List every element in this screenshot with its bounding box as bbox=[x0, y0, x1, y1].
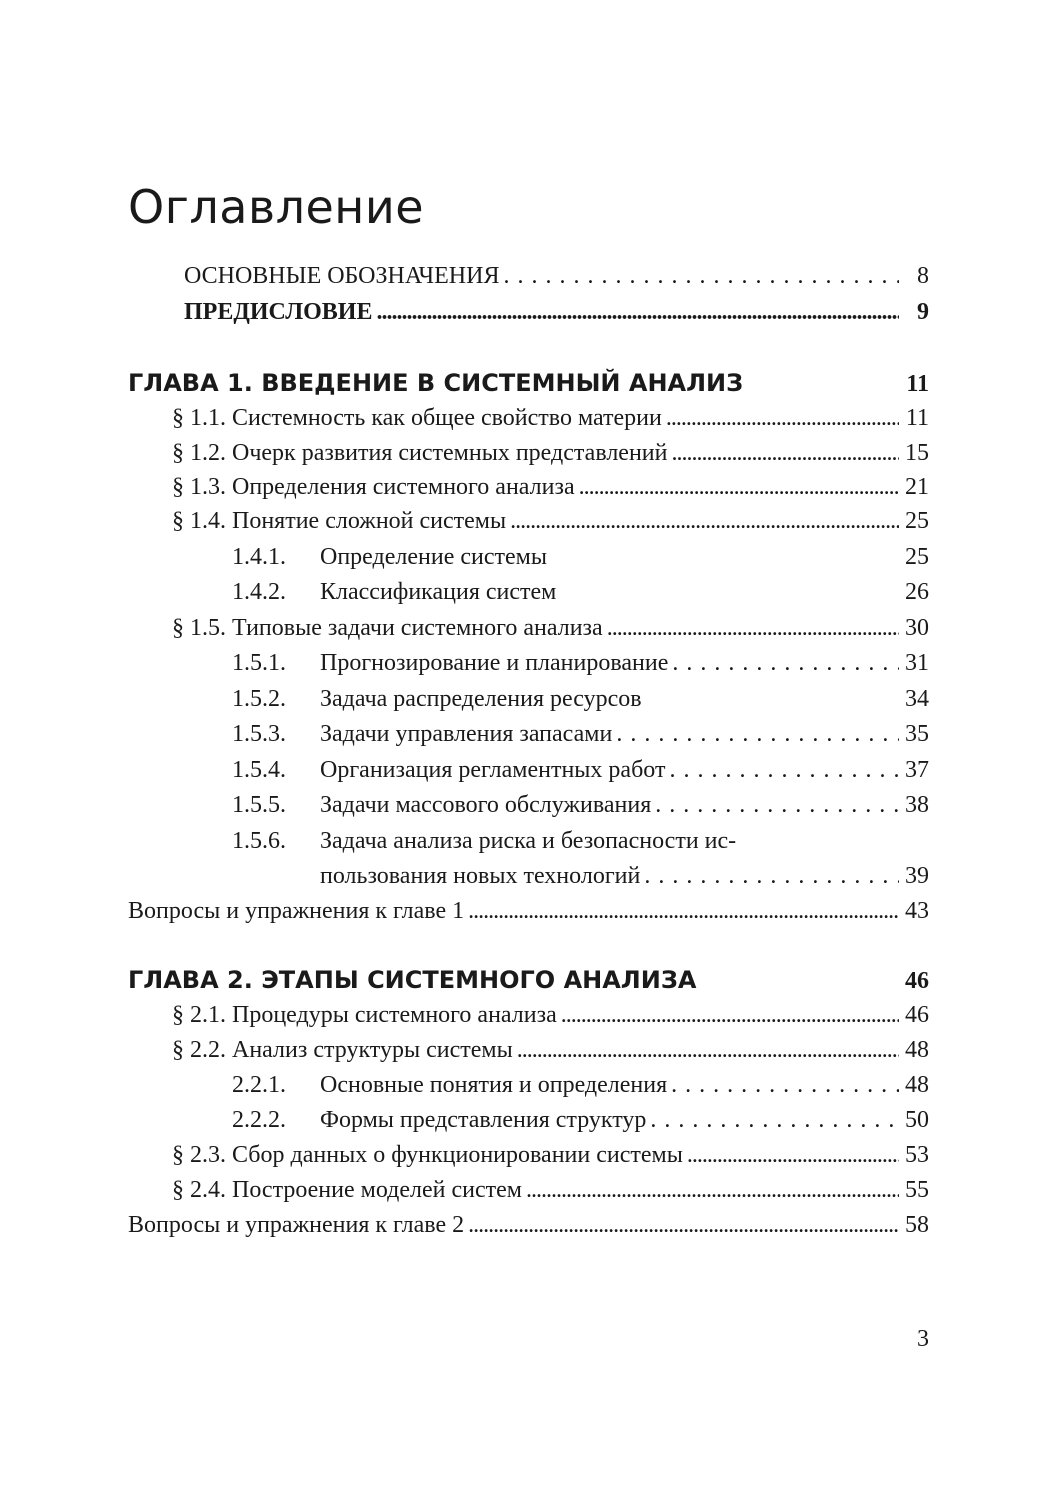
toc-subsection-2-2-1[interactable] bbox=[232, 1068, 929, 1102]
toc-section-1-1[interactable] bbox=[172, 401, 929, 435]
toc-subsection-1-5-5[interactable] bbox=[232, 788, 929, 822]
subsection-text: Задача распределения ресурсов bbox=[320, 686, 642, 712]
section-text: Процедуры системного анализа bbox=[232, 1002, 557, 1028]
toc-section-2-2[interactable] bbox=[172, 1033, 929, 1067]
subsection-number: 1.5.6. bbox=[232, 828, 286, 854]
subsection-page: 31 bbox=[905, 650, 929, 676]
section-text: Сбор данных о функционировании системы bbox=[232, 1142, 683, 1168]
section-page: 48 bbox=[905, 1037, 929, 1063]
subsection-text: Прогнозирование и планирование bbox=[320, 650, 669, 676]
section-text: Определения системного анализа bbox=[232, 474, 575, 500]
subsection-number: 1.5.4. bbox=[232, 757, 286, 783]
section-text: Очерк развития системных представлений bbox=[232, 440, 668, 466]
section-page: 21 bbox=[905, 474, 929, 500]
subsection-page: 34 bbox=[905, 686, 929, 712]
subsection-text: Классификация систем bbox=[320, 579, 557, 605]
questions-text: Вопросы и упражнения к главе 1 bbox=[128, 898, 465, 924]
section-page: 15 bbox=[905, 440, 929, 466]
leader-dots bbox=[687, 1138, 899, 1172]
leader-dots bbox=[616, 717, 899, 751]
leader-dots bbox=[503, 259, 899, 293]
subsection-number: 1.5.2. bbox=[232, 686, 286, 712]
toc-subsection-1-5-6-line2[interactable] bbox=[320, 859, 929, 893]
subsection-page: 26 bbox=[905, 579, 929, 605]
section-page: 55 bbox=[905, 1177, 929, 1203]
toc-entry-preface[interactable] bbox=[184, 295, 929, 329]
toc-section-1-3[interactable] bbox=[172, 470, 929, 504]
section-page: 46 bbox=[905, 1002, 929, 1028]
subsection-page: 37 bbox=[905, 757, 929, 783]
questions-page: 43 bbox=[905, 898, 929, 924]
toc-chapter-2[interactable] bbox=[128, 963, 929, 997]
toc-questions-1[interactable] bbox=[128, 894, 929, 928]
subsection-page: 39 bbox=[905, 863, 929, 889]
subsection-number: 1.5.5. bbox=[232, 792, 286, 818]
entry-page: 8 bbox=[917, 263, 929, 289]
toc-chapter-1[interactable] bbox=[128, 366, 929, 400]
section-number: § 2.4. bbox=[172, 1177, 226, 1203]
section-number: § 2.2. bbox=[172, 1037, 226, 1063]
chapter-page: 46 bbox=[905, 968, 929, 994]
toc-entry-notation[interactable] bbox=[184, 259, 929, 293]
toc-section-1-5[interactable] bbox=[172, 611, 929, 645]
subsection-number: 1.5.3. bbox=[232, 721, 286, 747]
section-text: Понятие сложной системы bbox=[232, 508, 507, 534]
leader-dots bbox=[672, 646, 899, 680]
leader-dots bbox=[671, 1068, 899, 1102]
leader-dots bbox=[376, 295, 899, 329]
section-text: Типовые задачи системного анализа bbox=[232, 615, 603, 641]
subsection-text: Определение системы bbox=[320, 544, 547, 570]
section-page: 25 bbox=[905, 508, 929, 534]
toc-questions-2[interactable] bbox=[128, 1208, 929, 1242]
section-number: § 2.1. bbox=[172, 1002, 226, 1028]
subsection-text: Основные понятия и определения bbox=[320, 1072, 668, 1098]
leader-dots bbox=[669, 753, 899, 787]
section-number: § 1.5. bbox=[172, 615, 226, 641]
subsection-text: Формы представления структур bbox=[320, 1107, 647, 1133]
toc-subsection-1-5-4[interactable] bbox=[232, 753, 929, 787]
toc-subsection-1-5-3[interactable] bbox=[232, 717, 929, 751]
subsection-text: Задача анализа риска и безопасности ис- bbox=[320, 828, 737, 854]
subsection-page: 48 bbox=[905, 1072, 929, 1098]
leader-dots bbox=[672, 436, 900, 470]
subsection-text: Задачи управления запасами bbox=[320, 721, 613, 747]
toc-section-1-2[interactable] bbox=[172, 436, 929, 470]
chapter-page: 11 bbox=[906, 371, 929, 397]
leader-dots bbox=[607, 611, 899, 645]
questions-page: 58 bbox=[905, 1212, 929, 1238]
subsection-page: 50 bbox=[905, 1107, 929, 1133]
subsection-number: 1.4.1. bbox=[232, 544, 286, 570]
leader-dots bbox=[579, 470, 899, 504]
section-number: § 1.3. bbox=[172, 474, 226, 500]
toc-section-2-4[interactable] bbox=[172, 1173, 929, 1207]
toc-subsection-2-2-2[interactable] bbox=[232, 1103, 929, 1137]
entry-text: ОСНОВНЫЕ ОБОЗНАЧЕНИЯ bbox=[184, 263, 500, 289]
toc-section-2-3[interactable] bbox=[172, 1138, 929, 1172]
subsection-text-continued: пользования новых технологий bbox=[320, 863, 641, 889]
leader-dots bbox=[468, 894, 899, 928]
section-text: Анализ структуры системы bbox=[232, 1037, 513, 1063]
toc-subsection-1-5-2[interactable] bbox=[232, 682, 929, 716]
entry-text: ПРЕДИСЛОВИЕ bbox=[184, 299, 373, 325]
toc-subsection-1-5-1[interactable] bbox=[232, 646, 929, 680]
subsection-page: 25 bbox=[905, 544, 929, 570]
toc-title: Оглавление bbox=[128, 180, 425, 234]
toc-subsection-1-4-2[interactable] bbox=[232, 575, 929, 609]
subsection-page: 38 bbox=[905, 792, 929, 818]
leader-dots bbox=[510, 504, 899, 538]
leader-dots bbox=[644, 859, 899, 893]
leader-dots bbox=[666, 401, 899, 435]
toc-subsection-1-5-6-line1[interactable] bbox=[232, 824, 929, 858]
section-page: 53 bbox=[905, 1142, 929, 1168]
questions-text: Вопросы и упражнения к главе 2 bbox=[128, 1212, 465, 1238]
toc-subsection-1-4-1[interactable] bbox=[232, 540, 929, 574]
subsection-number: 1.5.1. bbox=[232, 650, 286, 676]
subsection-page: 35 bbox=[905, 721, 929, 747]
section-text: Системность как общее свойство материи bbox=[232, 405, 662, 431]
section-number: § 1.4. bbox=[172, 508, 226, 534]
subsection-text: Задачи массового обслуживания bbox=[320, 792, 652, 818]
subsection-text: Организация регламентных работ bbox=[320, 757, 666, 783]
leader-dots bbox=[650, 1103, 899, 1137]
section-text: Построение моделей систем bbox=[232, 1177, 522, 1203]
section-number: § 2.3. bbox=[172, 1142, 226, 1168]
section-number: § 1.2. bbox=[172, 440, 226, 466]
toc-section-1-4[interactable] bbox=[172, 504, 929, 538]
leader-dots bbox=[655, 788, 899, 822]
leader-dots bbox=[468, 1208, 899, 1242]
leader-dots bbox=[517, 1033, 899, 1067]
chapter-title: ГЛАВА 2. ЭТАПЫ СИСТЕМНОГО АНАЛИЗА bbox=[128, 966, 697, 994]
section-page: 11 bbox=[905, 405, 929, 431]
chapter-title: ГЛАВА 1. ВВЕДЕНИЕ В СИСТЕМНЫЙ АНАЛИЗ bbox=[128, 369, 744, 397]
toc-section-2-1[interactable] bbox=[172, 998, 929, 1032]
subsection-number: 2.2.2. bbox=[232, 1107, 286, 1133]
subsection-number: 1.4.2. bbox=[232, 579, 286, 605]
page-number: 3 bbox=[917, 1326, 929, 1352]
subsection-number: 2.2.1. bbox=[232, 1072, 286, 1098]
entry-page: 9 bbox=[917, 299, 929, 325]
leader-dots bbox=[526, 1173, 899, 1207]
section-number: § 1.1. bbox=[172, 405, 226, 431]
section-page: 30 bbox=[905, 615, 929, 641]
leader-dots bbox=[561, 998, 899, 1032]
